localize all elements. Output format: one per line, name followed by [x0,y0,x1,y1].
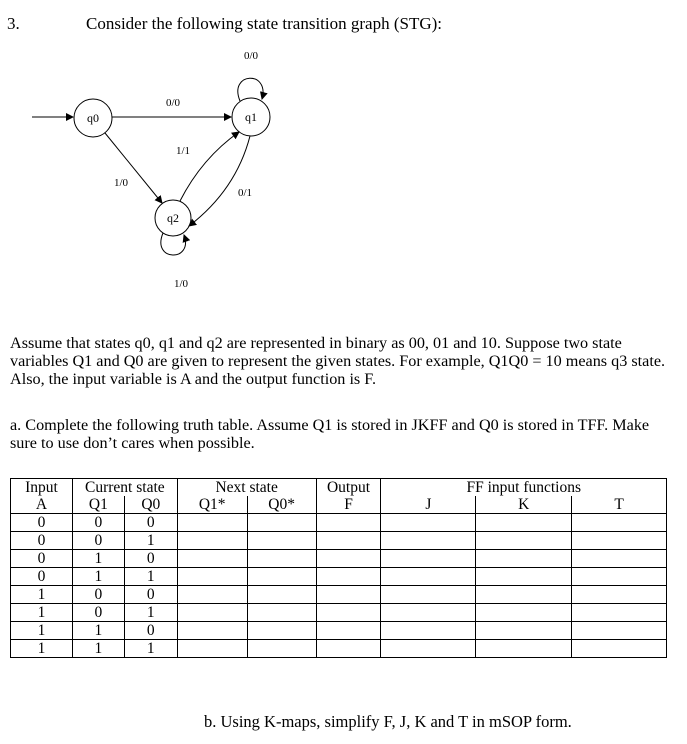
cell-j[interactable] [381,550,476,568]
cell-q0: 0 [124,586,177,604]
cell-a: 1 [11,604,73,622]
col-a: A [11,496,73,514]
cell-q0: 1 [124,532,177,550]
cell-j[interactable] [381,640,476,658]
paragraph-state-encoding: Assume that states q0, q1 and q2 are represented in binary as 00, 01 and 10. Suppose two state variables Q1 and Q0 are given to represent the given states. For example, Q1Q0 = 10 means q3 state. Also, the input variable is A and the output function is F. [10,334,666,388]
col-q1-next: Q1* [177,496,247,514]
col-j: J [381,496,476,514]
cell-q0: 1 [124,568,177,586]
cell-q1-next[interactable] [177,586,247,604]
cell-a: 1 [11,640,73,658]
cell-j[interactable] [381,568,476,586]
cell-q1: 1 [72,568,124,586]
cell-f[interactable] [316,514,381,532]
cell-q0-next[interactable] [247,622,316,640]
cell-q1-next[interactable] [177,550,247,568]
cell-q1: 1 [72,622,124,640]
cell-j[interactable] [381,532,476,550]
cell-q0: 1 [124,640,177,658]
cell-f[interactable] [316,604,381,622]
cell-k[interactable] [476,532,572,550]
header-next-state: Next state [177,479,316,497]
cell-q0: 1 [124,604,177,622]
table-row [11,568,667,586]
label-q0-q1: 0/0 [165,97,181,109]
paragraph-part-a: a. Complete the following truth table. Assume Q1 is stored in JKFF and Q0 is stored in TFF. Make sure to use don’t cares when possible. [10,416,650,452]
cell-j[interactable] [381,622,476,640]
cell-q1: 0 [72,604,124,622]
cell-t[interactable] [572,532,667,550]
cell-q1-next[interactable] [177,622,247,640]
edge-q0-q2 [105,133,162,203]
question-number: 3. [7,14,20,33]
cell-f[interactable] [316,532,381,550]
cell-f[interactable] [316,550,381,568]
question-title: Consider the following state transition graph (STG): [86,14,442,33]
edge-q1-q2 [189,136,253,226]
col-k: K [476,496,572,514]
cell-q1-next[interactable] [177,568,247,586]
table-row [11,550,667,568]
cell-q1: 0 [72,532,124,550]
cell-a: 0 [11,514,73,532]
label-q1-q2: 0/1 [237,187,253,199]
cell-j[interactable] [381,514,476,532]
cell-a: 0 [11,532,73,550]
table-row [11,604,667,622]
cell-f[interactable] [316,586,381,604]
table-row [11,514,667,532]
table-row [11,640,667,658]
cell-t[interactable] [572,568,667,586]
cell-q1-next[interactable] [177,514,247,532]
cell-j[interactable] [381,604,476,622]
cell-t[interactable] [572,550,667,568]
cell-k[interactable] [476,550,572,568]
cell-q1: 1 [72,640,124,658]
cell-q0-next[interactable] [247,550,316,568]
edge-q2-q1 [180,132,239,201]
cell-a: 1 [11,622,73,640]
state-transition-graph [0,0,687,320]
cell-k[interactable] [476,586,572,604]
cell-t[interactable] [572,586,667,604]
col-q0: Q0 [124,496,177,514]
cell-q0: 0 [124,622,177,640]
cell-q0-next[interactable] [247,532,316,550]
cell-t[interactable] [572,604,667,622]
cell-t[interactable] [572,514,667,532]
col-t: T [572,496,667,514]
cell-f[interactable] [316,568,381,586]
label-q1-self: 0/0 [243,50,259,62]
cell-j[interactable] [381,586,476,604]
label-q2-self: 1/0 [173,278,189,290]
cell-q1-next[interactable] [177,604,247,622]
header-current-state: Current state [72,479,177,497]
state-q2-label: q2 [167,211,179,225]
cell-k[interactable] [476,622,572,640]
table-group-header-row [11,479,667,497]
cell-q1-next[interactable] [177,532,247,550]
cell-k[interactable] [476,604,572,622]
cell-q1: 0 [72,586,124,604]
col-f: F [316,496,381,514]
header-ff-inputs: FF input functions [381,479,667,497]
part-b-instruction: b. Using K-maps, simplify F, J, K and T in mSOP form. [204,712,572,731]
cell-k[interactable] [476,568,572,586]
table-row [11,622,667,640]
label-q2-q1: 1/1 [175,145,191,157]
cell-f[interactable] [316,640,381,658]
cell-k[interactable] [476,514,572,532]
header-input: Input [11,479,73,497]
col-q1: Q1 [72,496,124,514]
cell-q1: 1 [72,550,124,568]
header-output: Output [316,479,381,497]
cell-q1-next[interactable] [177,640,247,658]
cell-a: 0 [11,568,73,586]
cell-a: 0 [11,550,73,568]
cell-q0-next[interactable] [247,640,316,658]
cell-f[interactable] [316,622,381,640]
cell-q0-next[interactable] [247,568,316,586]
cell-q0-next[interactable] [247,514,316,532]
truth-table [10,478,667,658]
state-q0-label: q0 [87,111,99,125]
cell-a: 1 [11,586,73,604]
cell-q0-next[interactable] [247,586,316,604]
cell-q0: 0 [124,514,177,532]
label-q0-q2: 1/0 [113,177,129,189]
state-q1-label: q1 [245,110,257,124]
table-sub-header-row [11,496,667,514]
cell-q0: 0 [124,550,177,568]
cell-q0-next[interactable] [247,604,316,622]
cell-t[interactable] [572,622,667,640]
cell-q1: 0 [72,514,124,532]
cell-t[interactable] [572,640,667,658]
cell-k[interactable] [476,640,572,658]
col-q0-next: Q0* [247,496,316,514]
table-row [11,532,667,550]
table-row [11,586,667,604]
